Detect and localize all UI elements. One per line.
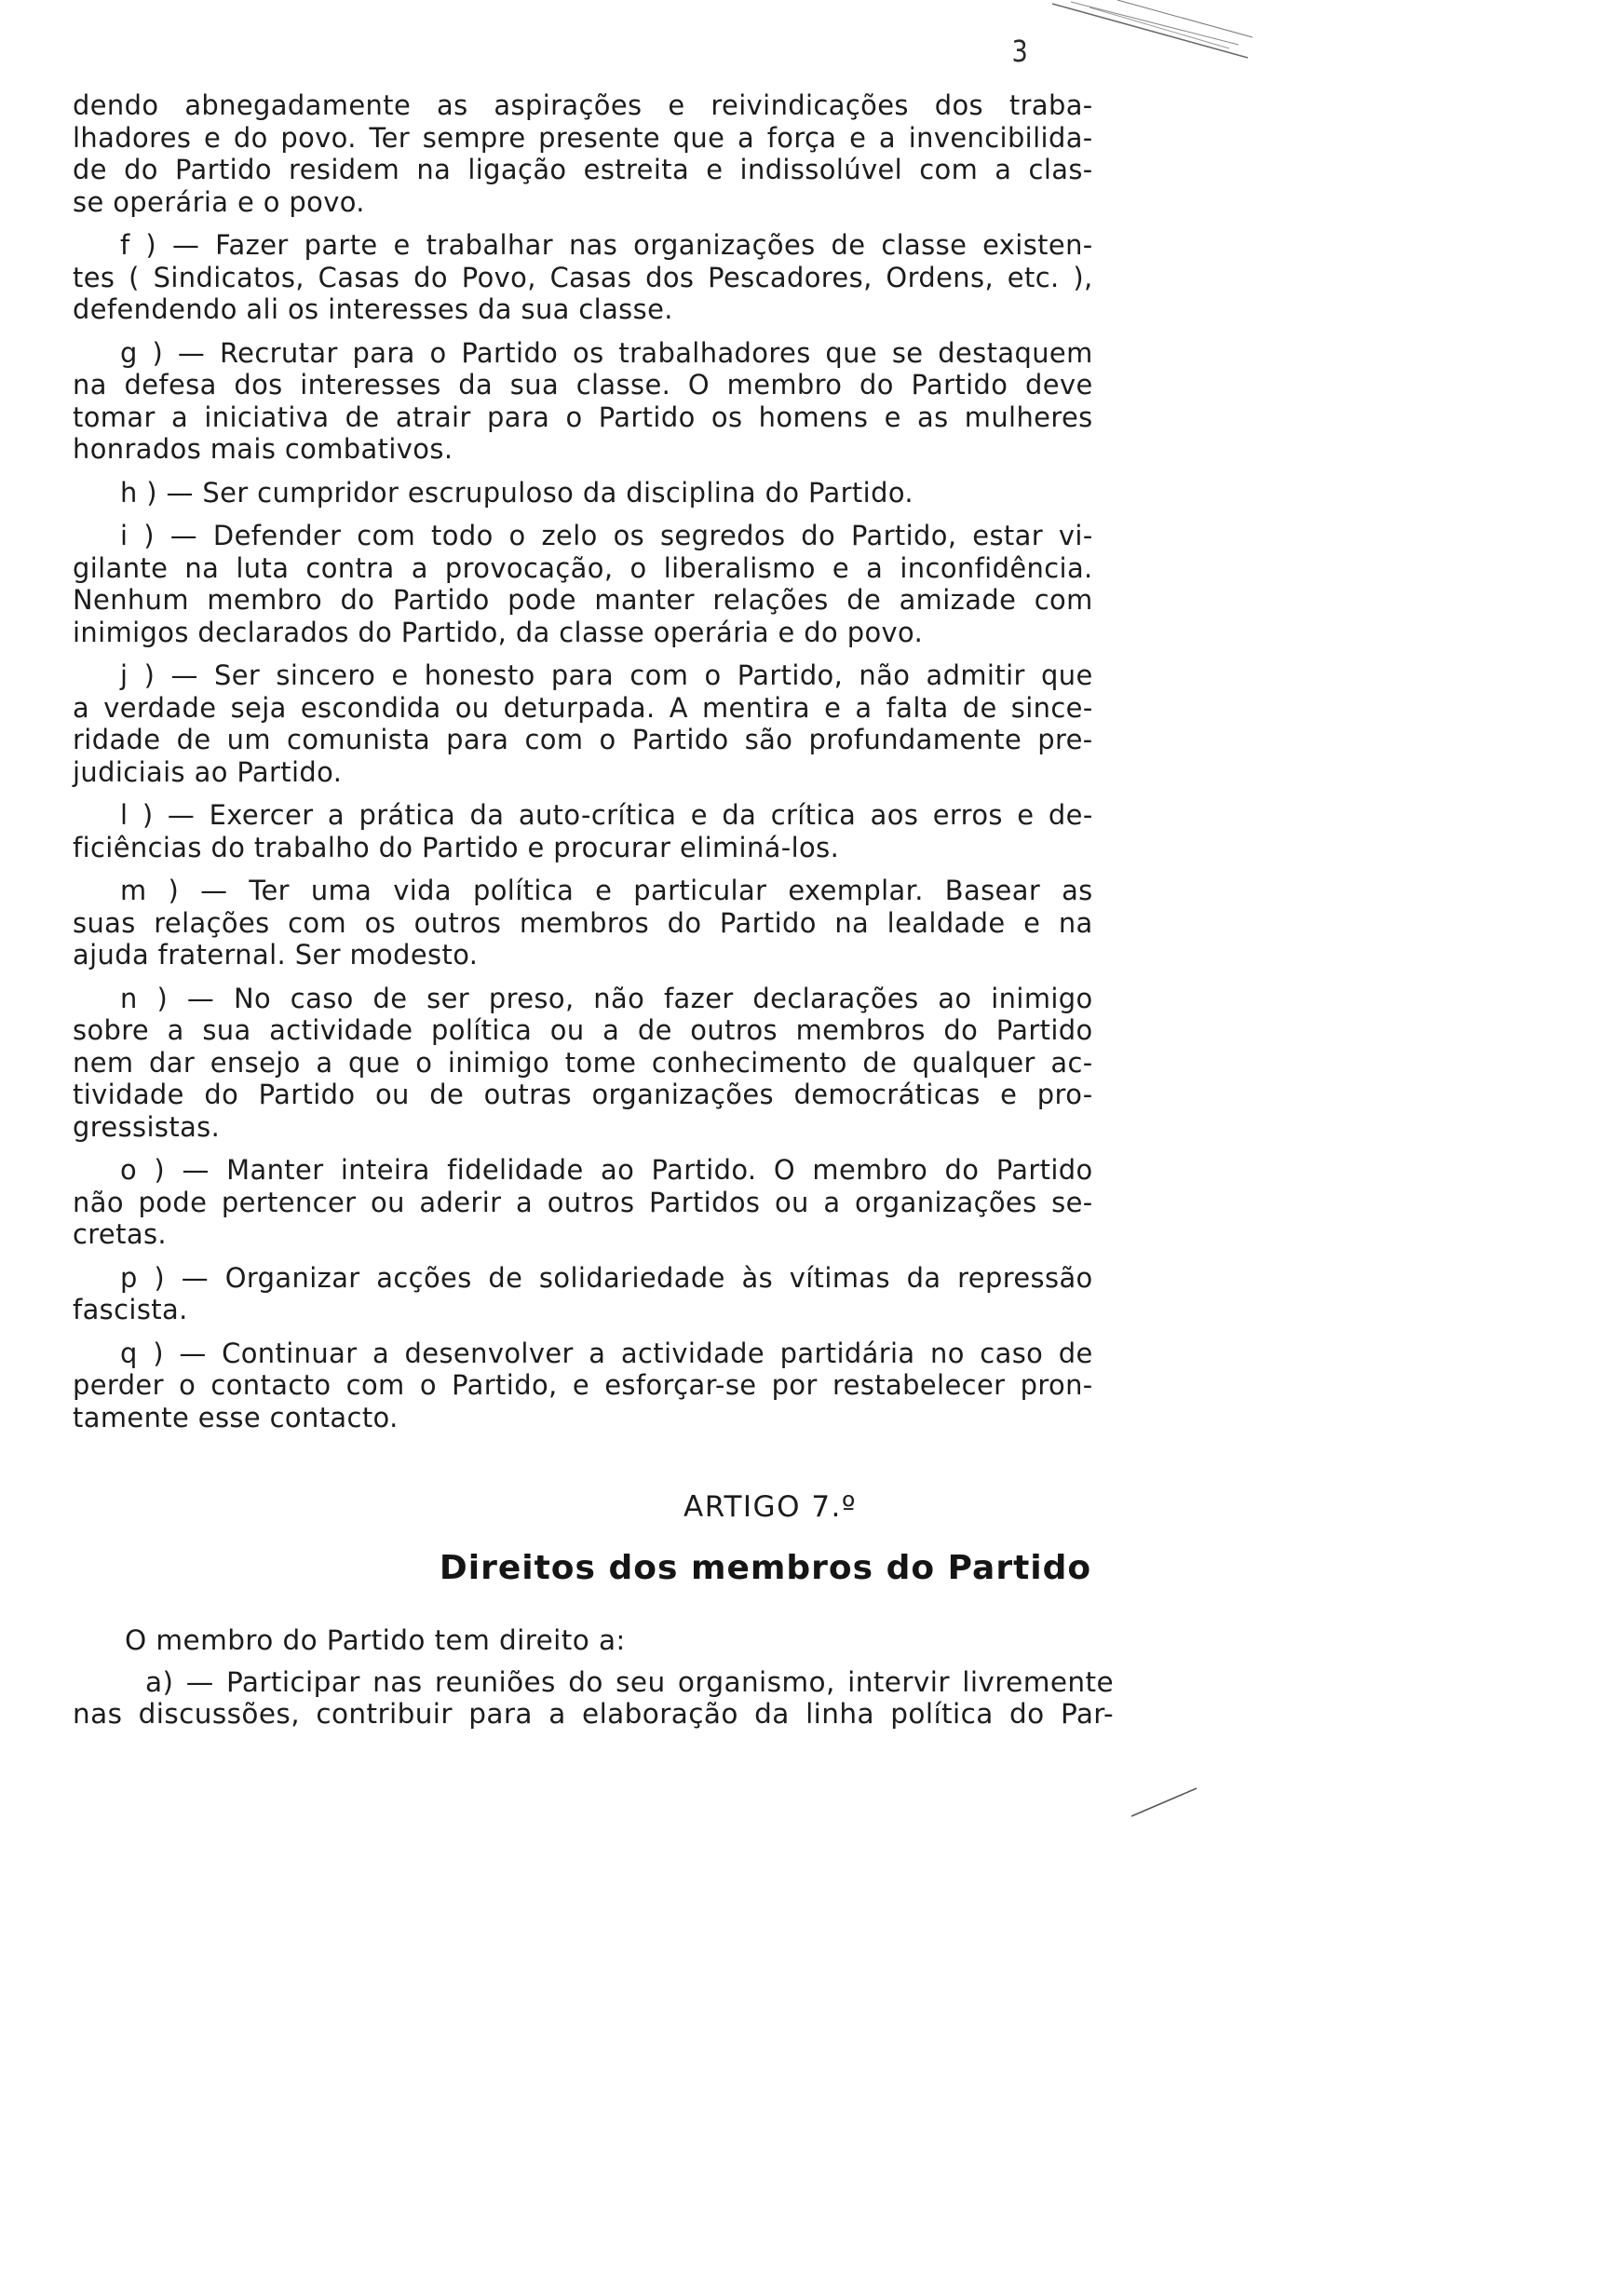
paragraph-item-n — [73, 983, 1093, 1144]
text-line: q ) — Continuar a desenvolver a actividade partidária no caso de — [119, 1337, 1093, 1369]
text-line: f ) — Fazer parte e trabalhar nas organizações de classe existen- — [119, 229, 1093, 261]
text-line: lhadores e do povo. Ter sempre presente que a força e a invencibilida- — [73, 121, 1093, 154]
rights-item-a-line-1: a) — Participar nas reuniões do seu organismo, intervir livremente — [145, 1665, 1114, 1698]
text-line: h ) — Ser cumpridor escrupuloso da disciplina do Partido. — [119, 476, 914, 509]
rights-intro: O membro do Partido tem direito a: — [125, 1624, 626, 1656]
scan-streak-4 — [1117, 0, 1252, 37]
text-line: sobre a sua actividade política ou a de outros membros do Partido — [73, 1014, 1093, 1046]
rights-section — [73, 1624, 1114, 1731]
text-line: nem dar ensejo a que o inimigo tome conhecimento de qualquer ac- — [73, 1046, 1093, 1079]
paragraph-item-p — [73, 1262, 1093, 1326]
paragraph-item-h — [73, 477, 1093, 509]
text-line: j ) — Ser sincero e honesto para com o Partido, não admitir que — [119, 659, 1093, 691]
text-line: tividade do Partido ou de outras organizações democráticas e pro- — [73, 1079, 1093, 1110]
text-line: gressistas. — [73, 1110, 221, 1143]
text-line: se operária e o povo. — [73, 185, 365, 218]
text-line: defendendo ali os interesses da sua classe. — [73, 293, 673, 325]
paragraph-item-i — [73, 520, 1093, 648]
text-line: não pode pertencer ou aderir a outros Partidos ou a organizações se- — [73, 1186, 1093, 1218]
paragraph-item-l — [73, 799, 1093, 863]
text-line: tamente esse contacto. — [73, 1401, 399, 1433]
text-line: fascista. — [73, 1294, 188, 1325]
text-line: cretas. — [73, 1218, 167, 1250]
text-line: ajuda fraternal. Ser modesto. — [73, 939, 479, 971]
text-line: perder o contacto com o Partido, e esforçar-se por restabelecer pron- — [73, 1369, 1093, 1401]
text-line: inimigos declarados do Partido, da classe operária e do povo. — [73, 616, 924, 648]
text-line: de do Partido residem na ligação estreita e indissolúvel com a clas- — [73, 154, 1093, 185]
statute-text — [73, 89, 1093, 1445]
page-number: 3 — [1011, 34, 1028, 69]
text-line: o ) — Manter inteira fidelidade ao Partido. O membro do Partido — [119, 1154, 1093, 1186]
text-line: honrados mais combativos. — [73, 433, 453, 465]
text-line: Nenhum membro do Partido pode manter relações de amizade com — [73, 584, 1093, 616]
paragraph-continuation — [73, 89, 1093, 218]
text-line: tes ( Sindicatos, Casas do Povo, Casas dos Pescadores, Ordens, etc. ), — [73, 261, 1093, 293]
text-line: na defesa dos interesses da sua classe. O membro do Partido deve — [73, 369, 1093, 401]
article-number: ARTIGO 7.º — [683, 1490, 858, 1524]
article-title-container — [0, 1549, 1624, 1587]
text-line: dendo abnegadamente as aspirações e reivindicações dos traba- — [73, 89, 1093, 121]
scan-streak-5 — [1131, 1788, 1197, 1816]
text-line: m ) — Ter uma vida política e particular exemplar. Basear as — [119, 875, 1093, 906]
text-line: ficiências do trabalho do Partido e procurar eliminá-los. — [73, 831, 840, 863]
paragraph-item-f — [73, 229, 1093, 326]
paragraph-item-q — [73, 1338, 1093, 1434]
rights-item-a-line-2: nas discussões, contribuir para a elaboração da linha política do Par- — [73, 1698, 1114, 1730]
text-line: g ) — Recrutar para o Partido os trabalhadores que se destaquem — [119, 336, 1093, 369]
text-line: n ) — No caso de ser preso, não fazer declarações ao inimigo — [119, 982, 1093, 1014]
scan-streak-2 — [1071, 2, 1238, 45]
paragraph-item-g — [73, 337, 1093, 466]
text-line: tomar a iniciativa de atrair para o Partido os homens e as mulheres — [73, 401, 1093, 433]
text-line: l ) — Exercer a prática da auto-crítica e da crítica aos erros e de- — [119, 799, 1093, 831]
text-line: p ) — Organizar acções de solidariedade às vítimas da repressão — [119, 1261, 1093, 1294]
article-heading — [0, 1490, 1624, 1524]
text-line: ridade de um comunista para com o Partido são profundamente pre- — [73, 724, 1093, 755]
article-title: Direitos dos membros do Partido — [439, 1549, 1092, 1587]
scan-streak-1 — [1052, 4, 1248, 58]
paragraph-item-m — [73, 875, 1093, 971]
text-line: suas relações com os outros membros do Partido na lealdade e na — [73, 906, 1093, 939]
text-line: judiciais ao Partido. — [73, 755, 343, 788]
text-line: i ) — Defender com todo o zelo os segredos do Partido, estar vi- — [119, 520, 1093, 551]
paragraph-item-j — [73, 659, 1093, 788]
paragraph-item-o — [73, 1154, 1093, 1251]
scan-streak-3 — [1089, 7, 1229, 48]
text-line: gilante na luta contra a provocação, o liberalismo e a inconfidência. — [73, 551, 1093, 584]
text-line: a verdade seja escondida ou deturpada. A mentira e a falta de since- — [73, 691, 1093, 724]
